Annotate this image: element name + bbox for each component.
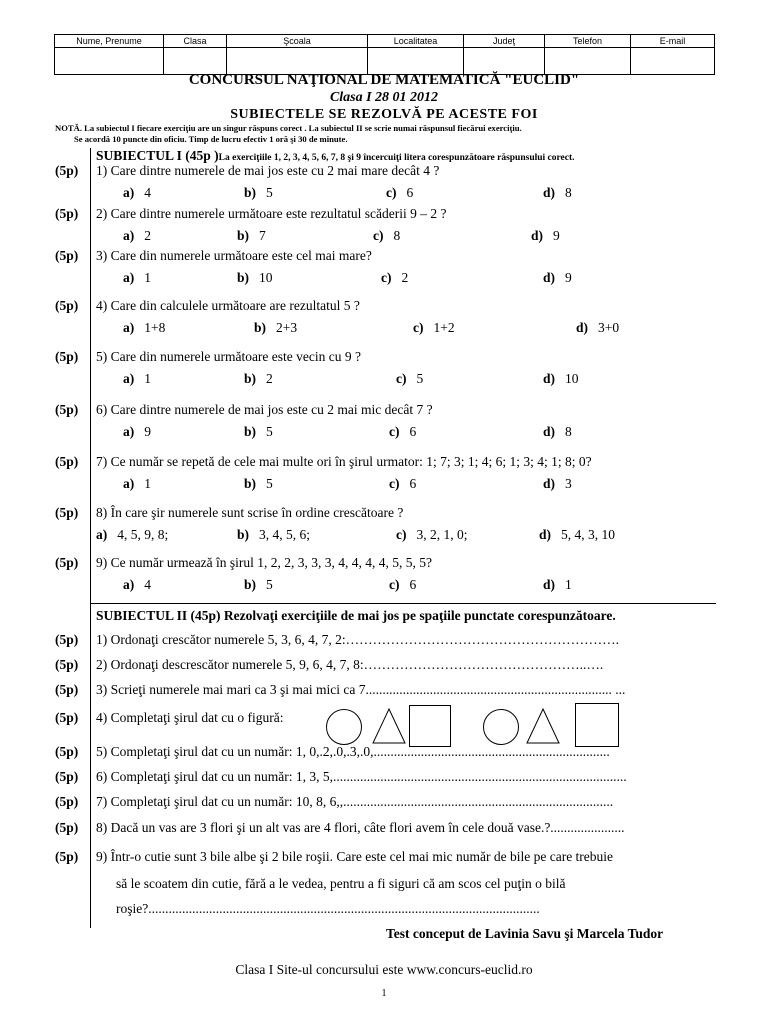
item-points: (5p) — [55, 657, 79, 672]
question-points: (5p) — [55, 555, 79, 570]
option-letter: a) — [123, 476, 135, 491]
answer-option[interactable] — [396, 527, 468, 543]
question-points: (5p) — [55, 505, 79, 520]
item-text: 9) Într-o cutie sunt 3 bile albe şi 2 bile roşii. Care este cel mai mic număr de bile pe care trebuie — [96, 849, 614, 864]
option-value: 6 — [409, 476, 417, 491]
footer-text: Clasa I Site-ul concursului este www.concurs-euclid.ro — [235, 962, 533, 977]
option-letter: b) — [244, 185, 257, 200]
answer-option[interactable] — [543, 185, 572, 201]
field-email[interactable] — [631, 48, 715, 75]
triangle-shape — [372, 708, 406, 744]
circle-shape — [483, 709, 519, 745]
answer-option[interactable] — [123, 424, 151, 440]
item-points: (5p) — [55, 744, 79, 759]
answer-option[interactable] — [543, 476, 572, 492]
answer-option[interactable] — [389, 424, 416, 440]
question-text: 9) Ce număr urmează în şirul 1, 2, 2, 3, 3, 3, 4, 4, 4, 4, 5, 5, 5? — [96, 555, 432, 570]
circle-shape — [326, 709, 362, 745]
item-points: (5p) — [55, 710, 79, 725]
answer-option[interactable] — [389, 476, 416, 492]
option-letter: d) — [543, 476, 556, 491]
option-value: 5 — [416, 371, 424, 386]
option-letter: d) — [543, 371, 556, 386]
answer-option[interactable] — [244, 476, 273, 492]
square-shape — [409, 705, 451, 747]
instruction-title: SUBIECTELE SE REZOLVĂ PE ACESTE FOI — [230, 107, 538, 122]
answer-option[interactable] — [244, 371, 273, 387]
col-name: Nume, Prenume — [55, 35, 164, 48]
question-text: 5) Care din numerele următoare este vecin cu 9 ? — [96, 349, 362, 364]
option-letter: c) — [396, 371, 407, 386]
option-value: 8 — [565, 185, 572, 200]
answer-option[interactable] — [254, 320, 297, 336]
answer-option[interactable] — [539, 527, 615, 543]
note-line-2: Se acordă 10 puncte din oficiu. Timp de lucru efectiv 1 oră şi 30 de minute. — [74, 134, 348, 144]
col-email: E-mail — [631, 35, 715, 48]
answer-option[interactable] — [531, 228, 560, 244]
item-text: 8) Dacă un vas are 3 flori şi un alt vas are 4 flori, câte flori avem în cele două vase.?...................... — [96, 820, 625, 835]
option-value: 2 — [401, 270, 409, 285]
option-value: 2 — [144, 228, 151, 243]
answer-option[interactable] — [237, 228, 266, 244]
option-value: 6 — [409, 424, 417, 439]
answer-option[interactable] — [96, 527, 168, 543]
question-text: 4) Care din calculele următoare are rezultatul 5 ? — [96, 298, 360, 313]
option-letter: c) — [381, 270, 392, 285]
col-school: Şcoala — [227, 35, 368, 48]
option-letter: a) — [123, 371, 135, 386]
option-letter: c) — [386, 185, 397, 200]
answer-option[interactable] — [543, 270, 572, 286]
option-letter: a) — [123, 185, 135, 200]
option-letter: a) — [96, 527, 108, 542]
option-letter: a) — [123, 228, 135, 243]
option-letter: b) — [244, 371, 257, 386]
col-phone: Telefon — [545, 35, 631, 48]
option-letter: a) — [123, 320, 135, 335]
option-letter: a) — [123, 270, 135, 285]
answer-option[interactable] — [123, 228, 151, 244]
question-text: 2) Care dintre numerele următoare este rezultatul scăderii 9 – 2 ? — [96, 206, 447, 221]
author-credit: Test conceput de Lavinia Savu şi Marcela Tudor — [386, 926, 664, 941]
option-value: 4 — [144, 577, 151, 592]
option-value: 1 — [565, 577, 572, 592]
col-county: Judeţ — [464, 35, 545, 48]
answer-option[interactable] — [413, 320, 455, 336]
item9-line-3: roşie?.................................................................................................................... — [116, 901, 540, 916]
option-letter: b) — [244, 577, 257, 592]
option-letter: b) — [254, 320, 267, 335]
option-value: 3, 2, 1, 0; — [416, 527, 468, 542]
question-text: 3) Care din numerele următoare este cel mai mare? — [96, 248, 372, 263]
option-value: 1+8 — [144, 320, 166, 335]
answer-option[interactable] — [123, 577, 151, 593]
option-letter: b) — [244, 424, 257, 439]
answer-option[interactable] — [123, 185, 151, 201]
option-letter: d) — [539, 527, 552, 542]
answer-option[interactable] — [576, 320, 619, 336]
answer-option[interactable] — [396, 371, 423, 387]
option-value: 3+0 — [598, 320, 620, 335]
triangle-shape — [526, 708, 560, 744]
answer-option[interactable] — [543, 577, 572, 593]
option-letter: b) — [244, 476, 257, 491]
answer-option[interactable] — [123, 476, 151, 492]
option-value: 5 — [266, 424, 273, 439]
note-line-1: NOTĂ. La subiectul I fiecare exerciţiu are un singur răspuns corect . La subiectul II se scrie numai răspunsul fiecărui exerciţiu. — [55, 123, 522, 133]
item-text: 1) Ordonaţi crescător numerele 5, 3, 6, 4, 7, 2:……………………………………………………. — [96, 632, 620, 647]
option-value: 1+2 — [433, 320, 455, 335]
option-letter: b) — [237, 270, 250, 285]
option-letter: b) — [237, 228, 250, 243]
field-school[interactable] — [227, 48, 368, 75]
item-text: 4) Completaţi şirul dat cu o figură: — [96, 710, 284, 725]
option-value: 9 — [553, 228, 560, 243]
item-text: 7) Completaţi şirul dat cu un număr: 10, 8, 6,,................................................................................ — [96, 794, 614, 809]
question-text: 7) Ce număr se repetă de cele mai multe ori în şirul urmator: 1; 7; 3; 1; 4; 6; 1; 3; 4; 1; 8; 0? — [96, 454, 592, 469]
answer-option[interactable] — [244, 185, 273, 201]
question-points: (5p) — [55, 248, 79, 263]
option-value: 5, 4, 3, 10 — [561, 527, 616, 542]
option-value: 10 — [565, 371, 579, 386]
option-letter: d) — [543, 185, 556, 200]
option-value: 9 — [565, 270, 572, 285]
option-letter: c) — [389, 424, 400, 439]
option-value: 5 — [266, 476, 273, 491]
option-letter: c) — [389, 577, 400, 592]
section1-heading: SUBIECTUL I (45p )La exerciţiile 1, 2, 3, 4, 5, 6, 7, 8 şi 9 încercuiţi litera corespunzătoare răspunsului corect. — [96, 148, 575, 163]
question-text: 8) În care şir numerele sunt scrise în ordine crescătoare ? — [96, 505, 404, 520]
section-divider — [90, 603, 716, 604]
option-letter: d) — [531, 228, 544, 243]
option-letter: d) — [543, 270, 556, 285]
option-letter: a) — [123, 424, 135, 439]
option-value: 1 — [144, 371, 151, 386]
field-phone[interactable] — [545, 48, 631, 75]
option-value: 6 — [409, 577, 417, 592]
option-value: 9 — [144, 424, 151, 439]
option-value: 4, 5, 9, 8; — [117, 527, 169, 542]
option-value: 4 — [144, 185, 151, 200]
answer-option[interactable] — [123, 320, 165, 336]
answer-option[interactable] — [123, 270, 151, 286]
answer-option[interactable] — [244, 424, 273, 440]
answer-option[interactable] — [381, 270, 408, 286]
option-value: 7 — [259, 228, 266, 243]
option-value: 5 — [266, 577, 273, 592]
item-text: 5) Completaţi şirul dat cu un număr: 1, 0,.2,.0,.3,.0,...................................................................... — [96, 744, 610, 759]
student-info-table — [54, 34, 715, 75]
item-text: 6) Completaţi şirul dat cu un număr: 1, 3, 5,....................................................................................... — [96, 769, 627, 784]
item-points: (5p) — [55, 820, 79, 835]
square-shape — [575, 703, 619, 747]
item-text: 2) Ordonaţi descrescător numerele 5, 9, 6, 4, 7, 8:…………………………………………..…. — [96, 657, 604, 672]
answer-option[interactable] — [237, 270, 273, 286]
answer-option[interactable] — [123, 371, 151, 387]
option-letter: b) — [237, 527, 250, 542]
col-class: Clasa — [164, 35, 227, 48]
answer-option[interactable] — [543, 424, 572, 440]
option-letter: c) — [413, 320, 424, 335]
option-letter: a) — [123, 577, 135, 592]
question-text: 1) Care dintre numerele de mai jos este cu 2 mai mare decât 4 ? — [96, 163, 440, 178]
field-locality[interactable] — [368, 48, 464, 75]
option-letter: d) — [543, 577, 556, 592]
option-value: 8 — [565, 424, 572, 439]
item-points: (5p) — [55, 682, 79, 697]
item-text: 3) Scrieţi numerele mai mari ca 3 şi mai mici ca 7......................................................................... ... — [96, 682, 626, 697]
section2-heading: SUBIECTUL II (45p) Rezolvaţi exerciţiile de mai jos pe spaţiile punctate corespunzătoare. — [96, 608, 616, 623]
contest-title: CONCURSUL NAŢIONAL DE MATEMATICĂ "EUCLID" — [188, 72, 580, 88]
option-value: 5 — [266, 185, 273, 200]
question-points: (5p) — [55, 454, 79, 469]
answer-option[interactable] — [244, 577, 273, 593]
item9-line-2: să le scoatem din cutie, fără a le vedea, pentru a fi siguri că am scos cel puţin o bilă — [116, 876, 566, 891]
answer-option[interactable] — [237, 527, 310, 543]
field-name[interactable] — [55, 48, 164, 75]
item-points: (5p) — [55, 849, 79, 864]
question-points: (5p) — [55, 349, 79, 364]
field-county[interactable] — [464, 48, 545, 75]
field-class[interactable] — [164, 48, 227, 75]
item-points: (5p) — [55, 794, 79, 809]
option-value: 10 — [259, 270, 273, 285]
answer-option[interactable] — [389, 577, 416, 593]
item-points: (5p) — [55, 769, 79, 784]
question-points: (5p) — [55, 163, 79, 178]
option-value: 3, 4, 5, 6; — [259, 527, 311, 542]
option-letter: d) — [543, 424, 556, 439]
option-letter: c) — [373, 228, 384, 243]
option-letter: c) — [389, 476, 400, 491]
option-letter: d) — [576, 320, 589, 335]
question-points: (5p) — [55, 206, 79, 221]
question-points: (5p) — [55, 298, 79, 313]
answer-option[interactable] — [373, 228, 400, 244]
left-margin-line — [90, 148, 91, 928]
question-text: 6) Care dintre numerele de mai jos este cu 2 mai mic decât 7 ? — [96, 402, 433, 417]
option-value: 8 — [393, 228, 401, 243]
option-letter: c) — [396, 527, 407, 542]
page-number: 1 — [381, 988, 387, 999]
option-value: 2 — [266, 371, 273, 386]
col-locality: Localitatea — [368, 35, 464, 48]
option-value: 6 — [406, 185, 414, 200]
contest-subtitle: Clasa I 28 01 2012 — [329, 90, 439, 105]
option-value: 3 — [565, 476, 572, 491]
answer-option[interactable] — [386, 185, 413, 201]
answer-option[interactable] — [543, 371, 579, 387]
option-value: 1 — [144, 270, 151, 285]
question-points: (5p) — [55, 402, 79, 417]
item-points: (5p) — [55, 632, 79, 647]
option-value: 1 — [144, 476, 151, 491]
option-value: 2+3 — [276, 320, 298, 335]
